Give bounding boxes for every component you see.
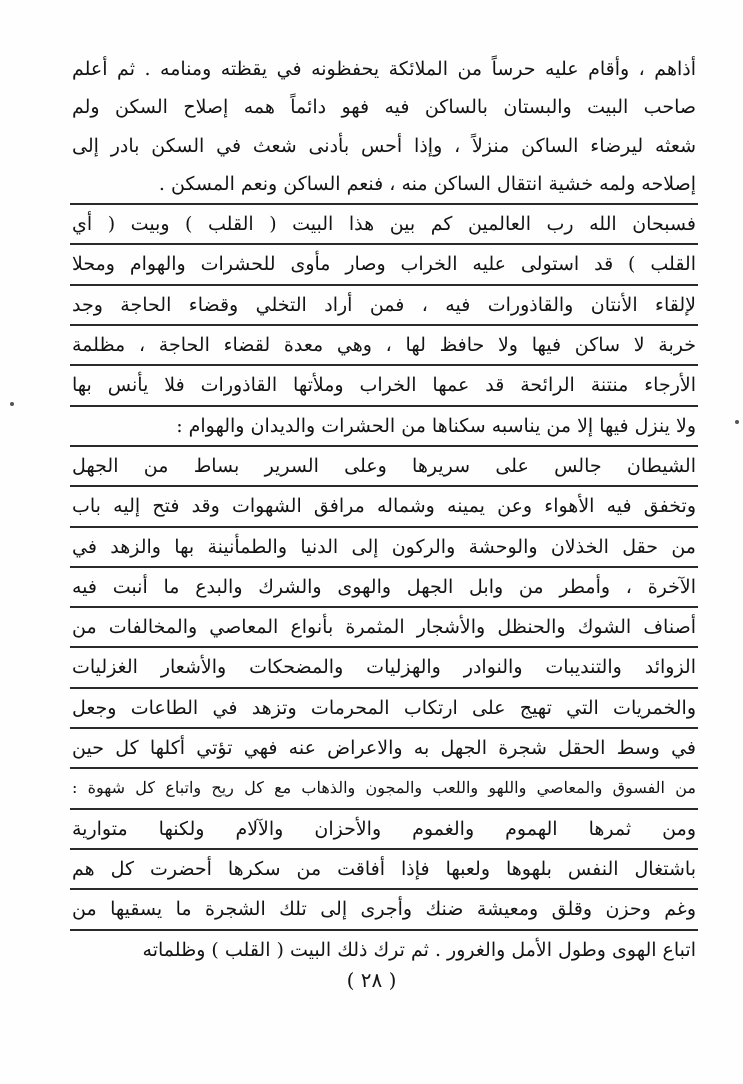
text-line: فسبحان الله رب العالمين كم بين هذا البيت ( القلب ) وبيت ( أي (70, 205, 698, 245)
text-line: خربة لا ساكن فيها ولا حافظ لها ، وهي معدة لقضاء الحاجة ، مظلمة (70, 326, 698, 366)
page-body (70, 50, 698, 969)
text-line: الآخرة ، وأمطر من وابل الجهل والهوى والشرك والبدع ما أنبت فيه (70, 568, 698, 608)
text-line: في وسط الحقل شجرة الجهل به والاعراض عنه فهي تؤتي أكلها كل حين (70, 729, 698, 769)
text-line: لإلقاء الأنتان والقاذورات فيه ، فمن أراد التخلي وقضاء الحاجة وجد (70, 286, 698, 326)
text-line: صاحب البيت والبستان بالساكن فيه فهو دائماً همه إصلاح السكن ولم (72, 96, 696, 119)
text-line: من حقل الخذلان والوحشة والركون إلى الدنيا والطمأنينة بها والزهد في (70, 528, 698, 568)
text-line: وغم وحزن وقلق ومعيشة ضنك وأجرى إلى تلك الشجرة ما يسقيها من (70, 890, 698, 930)
text-line: الأرجاء منتنة الرائحة قد عمها الخراب وملأتها القاذورات فلا يأنس بها (70, 366, 698, 406)
text-line: من الفسوق والمعاصي واللهو واللعب والمجون والذهاب مع كل ريح واتباع كل شهوة : (70, 769, 698, 809)
text-line: اتباع الهوى وطول الأمل والغرور . ثم ترك ذلك البيت ( القلب ) وظلماته (142, 938, 696, 961)
margin-dot (735, 420, 739, 424)
text-line: والخمريات التي تهيج على ارتكاب المحرمات وتزهد في الطاعات وجعل (70, 689, 698, 729)
text-line: باشتغال النفس بلهوها ولعبها فإذا أفاقت من سكرها أحضرت كل هم (70, 850, 698, 890)
text-line: القلب ) قد استولى عليه الخراب وصار مأوى للحشرات والهوام ومحلا (70, 245, 698, 285)
text-line: إصلاحه ولمه خشية انتقال الساكن منه ، فنعم الساكن ونعم المسكن . (70, 165, 698, 205)
text-line: الزوائد والتنديبات والنوادر والهزليات والمضحكات والأشعار الغزليات (70, 648, 698, 688)
margin-dot (10, 402, 14, 406)
text-line: أذاهم ، وأقام عليه حرساً من الملائكة يحفظونه في يقظته ومنامه . ثم أعلم (72, 58, 696, 80)
text-line: ولا ينزل فيها إلا من يناسبه سكناها من الحشرات والديدان والهوام : (70, 407, 698, 447)
page-number: ( ٢٨ ) (346, 968, 397, 992)
text-line: وتخفق فيه الأهواء وعن يمينه وشماله مرافق الشهوات وقد فتح إليه باب (70, 487, 698, 527)
text-line: شعثه ليرضاء الساكن منزلاً ، وإذا أحس بأدنى شعث في السكن بادر إلى (72, 134, 696, 157)
text-line: ومن ثمرها الهموم والغموم والأحزان والآلام ولكنها متوارية (70, 810, 698, 850)
text-line: الشيطان جالس على سريرها وعلى السرير بساط من الجهل (70, 447, 698, 487)
text-line: أصناف الشوك والحنظل والأشجار المثمرة بأنواع المعاصي والمخالفات من (70, 608, 698, 648)
